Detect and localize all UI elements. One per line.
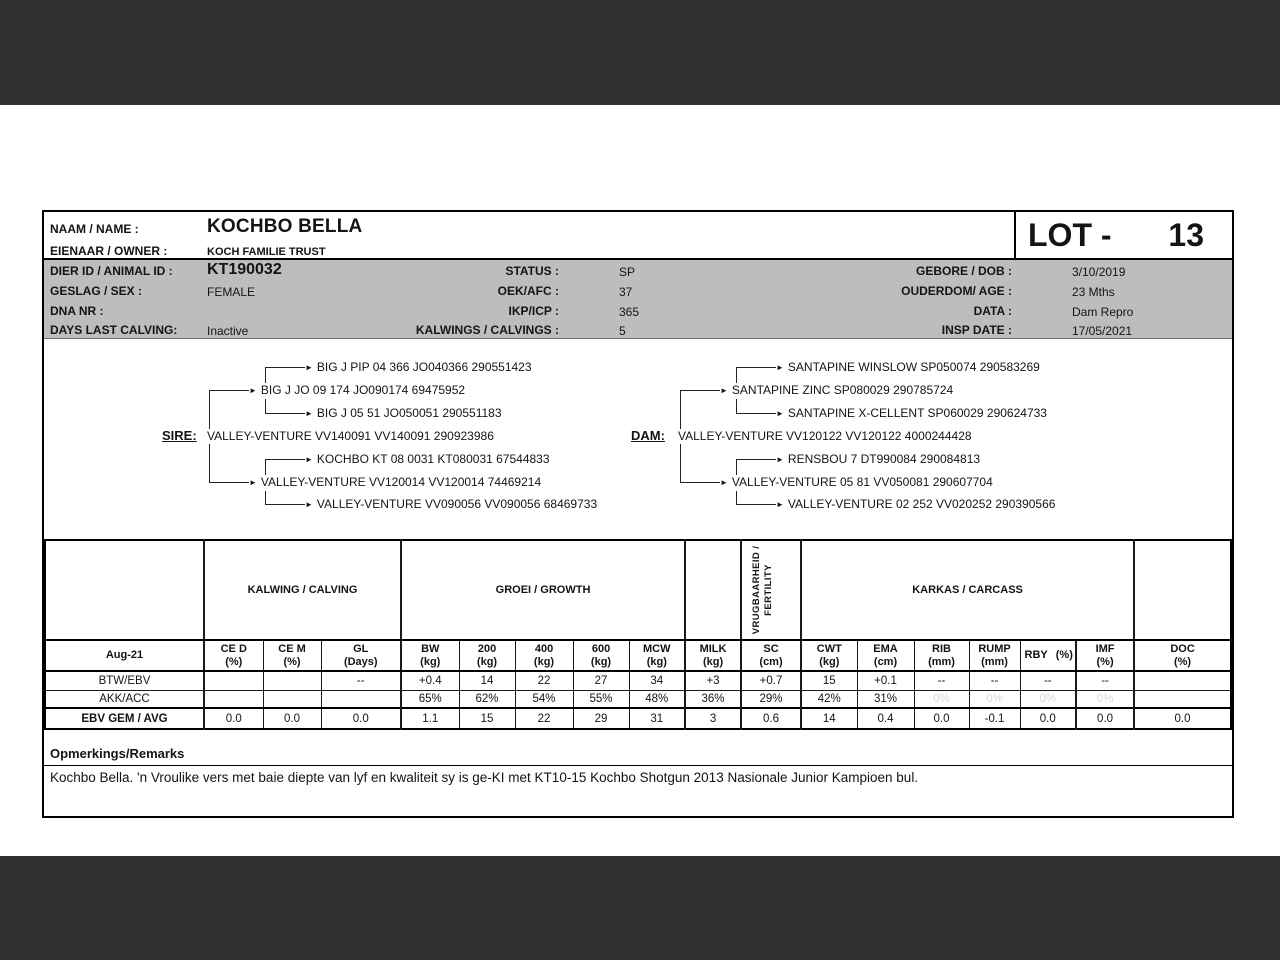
col-unit: (kg) (702, 655, 724, 668)
table-row (45, 690, 1231, 708)
col-header (1076, 640, 1134, 671)
col-label: IMF (1095, 642, 1115, 655)
table-cell: 0.0 (321, 708, 401, 729)
carcass-group-header (801, 540, 1134, 640)
col-label: CE D (220, 642, 247, 655)
col-label: RBY (1024, 649, 1048, 661)
col-label: MILK (699, 642, 727, 655)
col-label: MCW (643, 642, 671, 655)
col-header (204, 640, 263, 671)
table-cell: 36% (685, 690, 741, 708)
table-cell: 27 (573, 671, 629, 690)
ancestor-name: VALLEY-VENTURE VV120014 VV120014 74469214 (260, 475, 542, 489)
info-label: OUDERDOM/ AGE : (901, 284, 1012, 298)
arrow-icon: ► (249, 478, 257, 487)
pedigree-entry (249, 475, 544, 491)
info-label: KALWINGS / CALVINGS : (415, 323, 559, 337)
owner-value: KOCH FAMILIE TRUST (207, 246, 326, 258)
info-value: 37 (619, 285, 633, 299)
info-value: Inactive (207, 324, 249, 338)
info-label: GEBORE / DOB : (915, 264, 1012, 278)
info-label: IKP/ICP : (508, 304, 559, 318)
table-cell: 22 (515, 671, 573, 690)
group-label: KALWING / (247, 584, 306, 596)
table-cell: -- (914, 671, 969, 690)
table-cell (263, 671, 321, 690)
arrow-icon: ► (249, 386, 257, 395)
table-cell: 0% (914, 690, 969, 708)
ancestor-name: BIG J PIP 04 366 JO040366 290551423 (316, 360, 532, 374)
table-cell: 14 (459, 671, 515, 690)
date-label: Aug-21 (45, 640, 204, 671)
table-cell: 0% (1020, 690, 1076, 708)
ancestor-name: VALLEY-VENTURE 05 81 VV050081 290607704 (731, 475, 993, 489)
arrow-icon: ► (305, 409, 313, 418)
col-unit: (%) (283, 655, 301, 668)
pedigree-entry (776, 452, 983, 468)
info-value: 3/10/2019 (1072, 265, 1126, 279)
col-unit: (%) (1055, 649, 1073, 661)
arrow-icon: ► (776, 409, 784, 418)
pedigree-connector (265, 413, 305, 414)
pedigree-connector (736, 413, 776, 414)
col-header (1134, 640, 1231, 671)
group-label: CARCASS (968, 584, 1023, 596)
info-value: 5 (619, 324, 626, 338)
table-group-header-row (45, 540, 1231, 640)
table-cell: +0.7 (741, 671, 801, 690)
group-label: VRUGBAARHEID / (751, 545, 763, 635)
pedigree-entry (720, 383, 956, 399)
animal-name: KOCHBO BELLA (207, 216, 363, 237)
table-cell: 15 (801, 671, 857, 690)
info-value: SP (619, 265, 636, 279)
dam-pedigree-tree (623, 352, 1101, 517)
animal-id: KT190032 (207, 261, 282, 278)
pedigree-entry (720, 475, 996, 491)
col-unit: (kg) (476, 655, 498, 668)
info-label: DATA : (973, 304, 1012, 318)
col-label: CWT (816, 642, 842, 655)
table-cell: 14 (801, 708, 857, 729)
col-unit: (%) (225, 655, 243, 668)
table-cell: 31% (857, 690, 914, 708)
table-cell: +0.1 (857, 671, 914, 690)
pedigree-entry (305, 497, 600, 513)
info-label: GESLAG / SEX : (50, 284, 143, 298)
arrow-icon: ► (305, 363, 313, 372)
col-unit: (%) (1096, 655, 1114, 668)
table-cell: 0.0 (1134, 708, 1231, 729)
arrow-icon: ► (776, 500, 784, 509)
lot-label: LOT - (1028, 216, 1112, 253)
lot-number: 13 (1168, 216, 1204, 253)
row-label: EBV GEM / AVG (45, 708, 204, 729)
pedigree-connector (265, 459, 305, 460)
doc-group-header (1134, 540, 1231, 640)
table-cell: 0% (969, 690, 1020, 708)
sire-name: VALLEY-VENTURE VV140091 VV140091 290923986 (207, 429, 497, 444)
owner-label: EIENAAR / OWNER : (50, 244, 168, 258)
table-cell: -- (969, 671, 1020, 690)
pedigree-entry (305, 452, 553, 468)
row-label: AKK/ACC (45, 690, 204, 708)
ancestor-name: SANTAPINE ZINC SP080029 290785724 (731, 383, 954, 397)
sire-pedigree-tree (152, 352, 630, 517)
pedigree-entry (776, 406, 1050, 422)
bottom-letterbox-bar (0, 856, 1280, 960)
lot-box (1014, 212, 1232, 258)
col-unit: (kg) (819, 655, 840, 668)
table-cell: 29% (741, 690, 801, 708)
col-unit: (%) (1173, 655, 1192, 668)
table-column-header-row (45, 640, 1231, 671)
arrow-icon: ► (720, 386, 728, 395)
growth-group-header (401, 540, 685, 640)
info-label: STATUS : (505, 264, 559, 278)
col-header (741, 640, 801, 671)
arrow-icon: ► (776, 363, 784, 372)
pedigree-connector (736, 504, 776, 505)
col-unit: (cm) (759, 655, 783, 668)
col-header (914, 640, 969, 671)
table-cell (263, 690, 321, 708)
ebv-table (44, 539, 1232, 730)
remarks-divider (44, 765, 1232, 766)
info-value: FEMALE (207, 285, 256, 299)
table-cell: +0.4 (401, 671, 459, 690)
col-header (801, 640, 857, 671)
col-header (969, 640, 1020, 671)
col-label: CE M (278, 642, 306, 655)
info-label: DIER ID / ANIMAL ID : (50, 264, 173, 278)
col-unit: (kg) (420, 655, 441, 668)
table-cell: -- (1076, 671, 1134, 690)
arrow-icon: ► (776, 455, 784, 464)
table-cell: -- (1020, 671, 1076, 690)
table-cell (204, 690, 263, 708)
table-cell: 0.6 (741, 708, 801, 729)
col-header (459, 640, 515, 671)
col-unit: (kg) (590, 655, 612, 668)
group-label: CALVING (308, 584, 358, 596)
col-label: EMA (873, 642, 898, 655)
group-label: GROEI / (495, 584, 538, 596)
table-cell: 22 (515, 708, 573, 729)
info-value: 365 (619, 305, 640, 319)
milk-group-header (685, 540, 741, 640)
fertility-group-header (741, 540, 801, 640)
dam-label: DAM: (631, 428, 668, 443)
table-cell: 0.0 (204, 708, 263, 729)
ancestor-name: VALLEY-VENTURE 02 252 VV020252 290390566 (787, 497, 1056, 511)
ancestor-name: RENSBOU 7 DT990084 290084813 (787, 452, 981, 466)
table-cell: 0.0 (1020, 708, 1076, 729)
col-label: RUMP (978, 642, 1011, 655)
info-label: INSP DATE : (941, 323, 1012, 337)
col-label: GL (353, 642, 369, 655)
info-value: Dam Repro (1072, 305, 1134, 319)
pedigree-connector (209, 482, 249, 483)
pedigree-connector (265, 504, 305, 505)
ancestor-name: SANTAPINE X-CELLENT SP060029 290624733 (787, 406, 1047, 420)
table-cell: -- (321, 671, 401, 690)
pedigree-connector (680, 482, 720, 483)
col-header (629, 640, 685, 671)
top-letterbox-bar (0, 0, 1280, 105)
table-cell: 48% (629, 690, 685, 708)
info-value: 17/05/2021 (1072, 324, 1133, 338)
col-header (573, 640, 629, 671)
table-cell: 54% (515, 690, 573, 708)
ancestor-name: BIG J JO 09 174 JO090174 69475952 (260, 383, 466, 397)
ancestor-name: BIG J 05 51 JO050051 290551183 (316, 406, 502, 420)
col-label: 400 (534, 642, 554, 655)
table-cell: -0.1 (969, 708, 1020, 729)
table-row (45, 671, 1231, 690)
col-unit: (mm) (928, 655, 955, 668)
arrow-icon: ► (720, 478, 728, 487)
ancestor-name: SANTAPINE WINSLOW SP050074 290583269 (787, 360, 1040, 374)
row-label: BTW/EBV (45, 671, 204, 690)
table-cell: 65% (401, 690, 459, 708)
info-label: OEK/AFC : (497, 284, 559, 298)
table-cell: 0.0 (914, 708, 969, 729)
table-cell (204, 671, 263, 690)
col-header (401, 640, 459, 671)
table-cell: 1.1 (401, 708, 459, 729)
sire-label: SIRE: (162, 428, 200, 443)
table-cell: +3 (685, 671, 741, 690)
col-header (321, 640, 401, 671)
group-label: FERTILITY (763, 564, 775, 616)
col-header (515, 640, 573, 671)
col-unit: (mm) (981, 655, 1008, 668)
remarks-text: Kochbo Bella. 'n Vroulike vers met baie diepte van lyf en kwaliteit sy is ge-KI met KT10-15 Kochbo Shotgun 2013 Nasionale Junior Kampioen bul. (50, 770, 919, 785)
pedigree-entry (776, 360, 1043, 376)
col-unit: (kg) (646, 655, 667, 668)
table-cell: 15 (459, 708, 515, 729)
table-cell: 0.4 (857, 708, 914, 729)
table-cell: 31 (629, 708, 685, 729)
arrow-icon: ► (305, 455, 313, 464)
col-unit: (kg) (533, 655, 555, 668)
col-unit: (cm) (873, 655, 898, 668)
table-cell: 29 (573, 708, 629, 729)
col-label: 600 (591, 642, 611, 655)
col-header (263, 640, 321, 671)
dam-name: VALLEY-VENTURE VV120122 VV120122 4000244428 (678, 429, 975, 444)
info-label: DNA NR : (50, 304, 104, 318)
pedigree-connector (209, 390, 249, 391)
ancestor-name: VALLEY-VENTURE VV090056 VV090056 68469733 (316, 497, 598, 511)
pedigree-connector (680, 390, 720, 391)
col-label: 200 (477, 642, 497, 655)
group-label: GROWTH (540, 584, 591, 596)
col-label: SC (763, 642, 779, 655)
group-label: KARKAS / (912, 584, 966, 596)
table-cell (1134, 671, 1231, 690)
col-header (685, 640, 741, 671)
vertical-group-label (751, 542, 791, 638)
pedigree-entry (305, 360, 535, 376)
ancestor-name: KOCHBO KT 08 0031 KT080031 67544833 (316, 452, 550, 466)
col-label: DOC (1170, 642, 1195, 655)
pedigree-entry (249, 383, 468, 399)
arrow-icon: ► (305, 500, 313, 509)
name-label: NAAM / NAME : (50, 222, 139, 236)
pedigree-connector (265, 367, 305, 368)
col-label: RIB (932, 642, 951, 655)
col-header (1020, 640, 1076, 671)
table-cell: 0.0 (1076, 708, 1134, 729)
table-cell: 34 (629, 671, 685, 690)
col-unit: (Days) (343, 655, 378, 668)
table-cell: 55% (573, 690, 629, 708)
table-cell (321, 690, 401, 708)
table-cell: 42% (801, 690, 857, 708)
info-value: 23 Mths (1072, 285, 1115, 299)
table-cell: 0% (1076, 690, 1134, 708)
table-cell: 62% (459, 690, 515, 708)
col-label: BW (421, 642, 440, 655)
table-cell: 3 (685, 708, 741, 729)
catalog-document (42, 210, 1234, 818)
table-cell (45, 540, 204, 640)
pedigree-connector (736, 459, 776, 460)
table-row-average (45, 708, 1231, 729)
calving-group-header (204, 540, 401, 640)
remarks-label: Opmerkings/Remarks (50, 746, 185, 761)
info-label: DAYS LAST CALVING: (50, 323, 178, 337)
table-cell: 0.0 (263, 708, 321, 729)
pedigree-connector (736, 367, 776, 368)
col-header (857, 640, 914, 671)
pedigree-entry (776, 497, 1058, 513)
pedigree-entry (305, 406, 505, 422)
table-cell (1134, 690, 1231, 708)
